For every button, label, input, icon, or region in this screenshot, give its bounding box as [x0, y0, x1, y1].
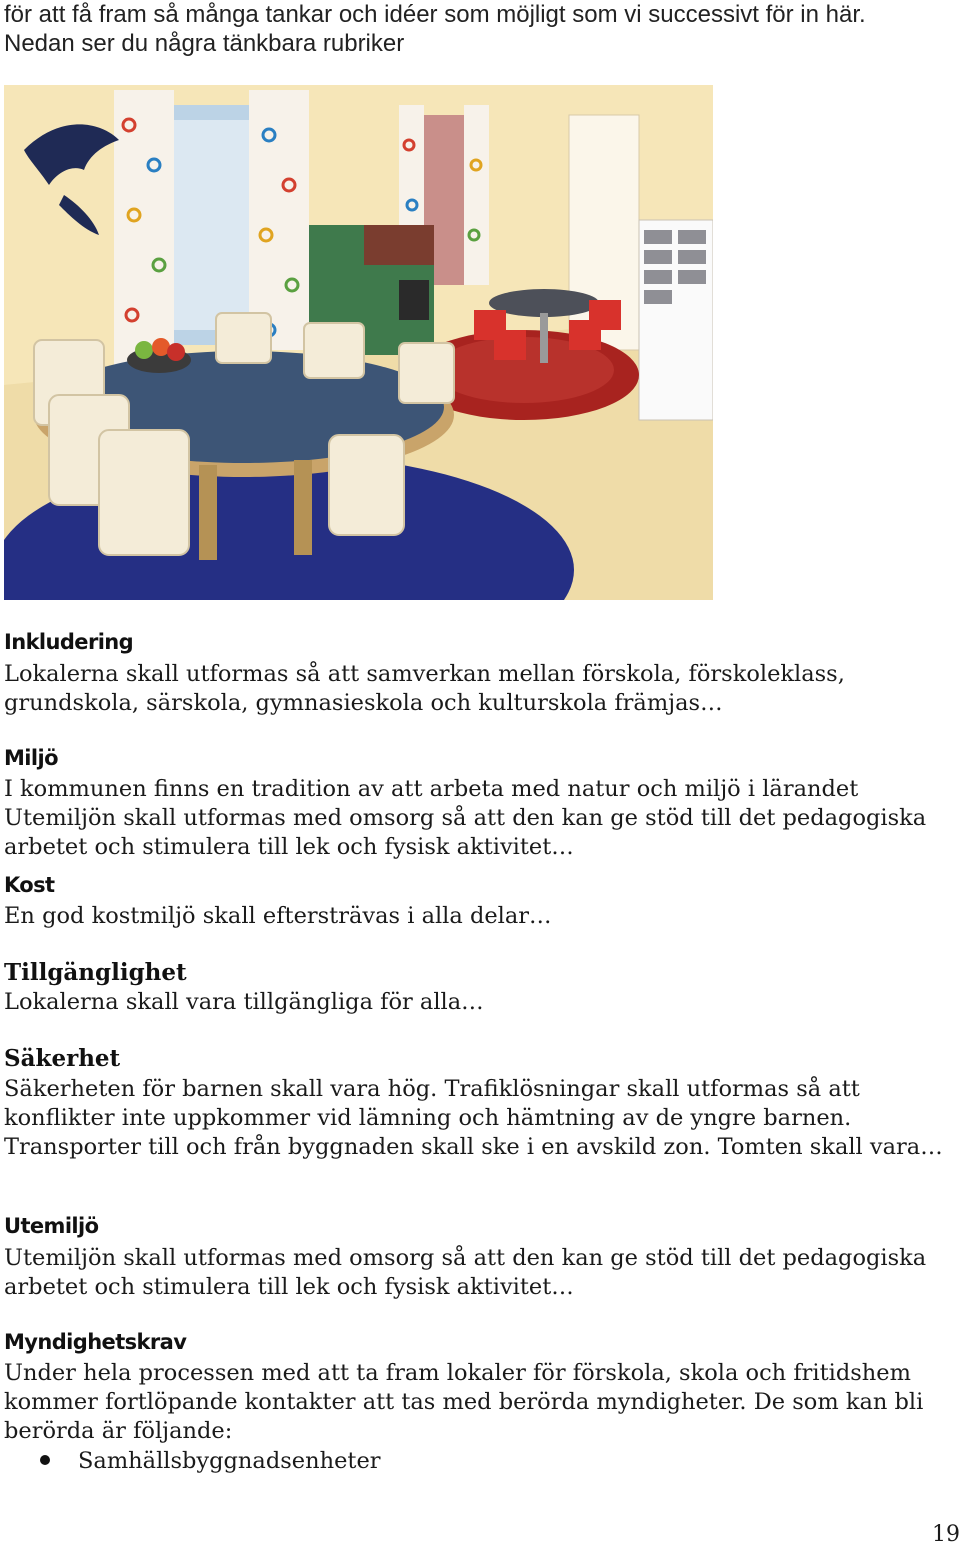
- page-number: 19: [932, 1522, 960, 1547]
- paragraph-inkludering: Lokalerna skall utformas så att samverkan mellan förskola, förskoleklass, grundskola, särskola, gymnasieskola och kulturskola främjas…: [4, 661, 845, 716]
- list-item: [40, 1447, 381, 1476]
- classroom-photo: [4, 85, 713, 600]
- heading-tillganglighet: Tillgänglighet: [4, 959, 187, 986]
- intro-line-1: för att få fram så många tankar och idéer som möjligt som vi successivt för in här.: [4, 1, 866, 28]
- heading-miljo: Miljö: [4, 746, 58, 770]
- paragraph-tillganglighet: Lokalerna skall vara tillgängliga för alla…: [4, 989, 484, 1015]
- paragraph-kost: En god kostmiljö skall eftersträvas i alla delar…: [4, 903, 552, 929]
- list-item-text: Samhällsbyggnadsenheter: [78, 1448, 381, 1474]
- heading-utemiljo: Utemiljö: [4, 1214, 99, 1238]
- heading-sakerhet: Säkerhet: [4, 1045, 121, 1072]
- paragraph-myndighetskrav: Under hela processen med att ta fram lokaler för förskola, skola och fritidshem kommer fortlöpande kontakter att tas med berörda myndigheter. De som kan bli berörda är följande:: [4, 1360, 924, 1444]
- heading-myndighetskrav: Myndighetskrav: [4, 1330, 187, 1354]
- heading-kost: Kost: [4, 873, 55, 897]
- paragraph-utemiljo: Utemiljön skall utformas med omsorg så att den kan ge stöd till det pedagogiska arbetet och stimulera till lek och fysisk aktivitet…: [4, 1245, 927, 1300]
- heading-inkludering: Inkludering: [4, 630, 134, 654]
- paragraph-sakerhet: Säkerheten för barnen skall vara hög. Trafiklösningar skall utformas så att konflikter inte uppkommer vid lämning och hämtning av de yngre barnen. Transporter till och från byggnaden skall ske i en avskild zon. Tomten skall vara…: [4, 1076, 943, 1160]
- intro-line-2: Nedan ser du några tänkbara rubriker: [4, 30, 405, 57]
- bullet-icon: [40, 1455, 50, 1465]
- paragraph-miljo: I kommunen finns en tradition av att arbeta med natur och miljö i lärandet Utemiljön skall utformas med omsorg så att den kan ge stöd till det pedagogiska arbetet och stimulera till lek och fysisk aktivitet…: [4, 776, 927, 860]
